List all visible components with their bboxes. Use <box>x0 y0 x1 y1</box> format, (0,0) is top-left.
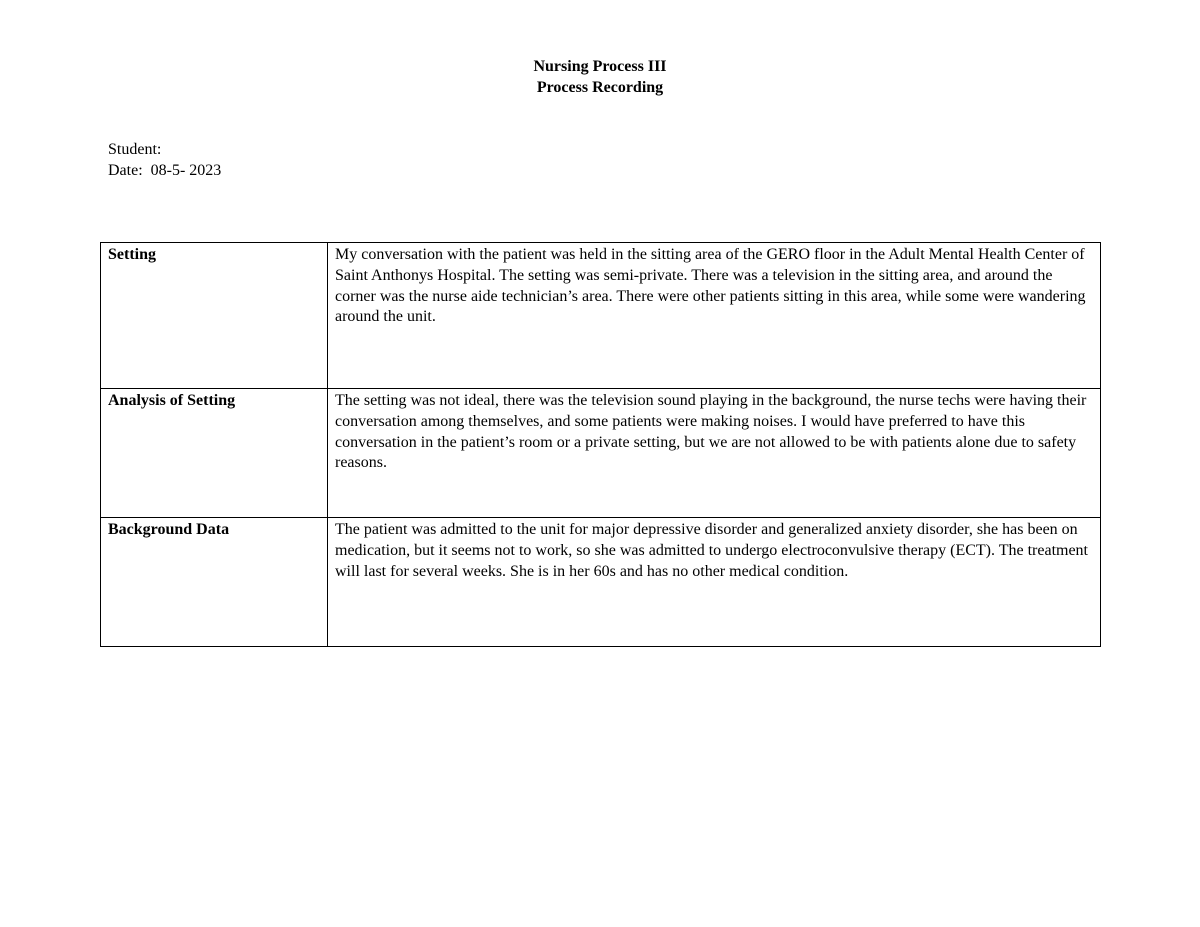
table-row-analysis-of-setting <box>101 389 1101 518</box>
row-text: The setting was not ideal, there was the television sound playing in the background, the nurse techs were having their conversation among themselves, and some patients were making noises. I would have preferred to have this conversation in the patient’s room or a private setting, but we are not allowed to be with patients alone due to safety reasons. <box>328 389 1101 518</box>
table-row-setting <box>101 243 1101 389</box>
student-info <box>108 139 221 181</box>
row-label: Analysis of Setting <box>101 389 328 518</box>
row-label: Background Data <box>101 518 328 647</box>
document-subtitle: Process Recording <box>536 79 664 96</box>
table-row-background-data <box>101 518 1101 647</box>
student-label: Student: <box>108 141 162 158</box>
process-recording-table <box>100 242 1101 647</box>
date-label: Date: 08-5- 2023 <box>108 162 222 179</box>
row-label: Setting <box>101 243 328 389</box>
row-text: The patient was admitted to the unit for major depressive disorder and generalized anxiety disorder, she has been on medication, but it seems not to work, so she was admitted to undergo electroconvulsive therapy (ECT). The treatment will last for several weeks. She is in her 60s and has no other medical condition. <box>328 518 1101 647</box>
row-text: My conversation with the patient was held in the sitting area of the GERO floor in the Adult Mental Health Center of Saint Anthonys Hospital. The setting was semi-private. There was a television in the sitting area, and around the corner was the nurse aide technician’s area. There were other patients sitting in this area, while some were wandering around the unit. <box>328 243 1101 389</box>
document-title: Nursing Process III <box>533 58 667 75</box>
document-header <box>0 56 1200 98</box>
